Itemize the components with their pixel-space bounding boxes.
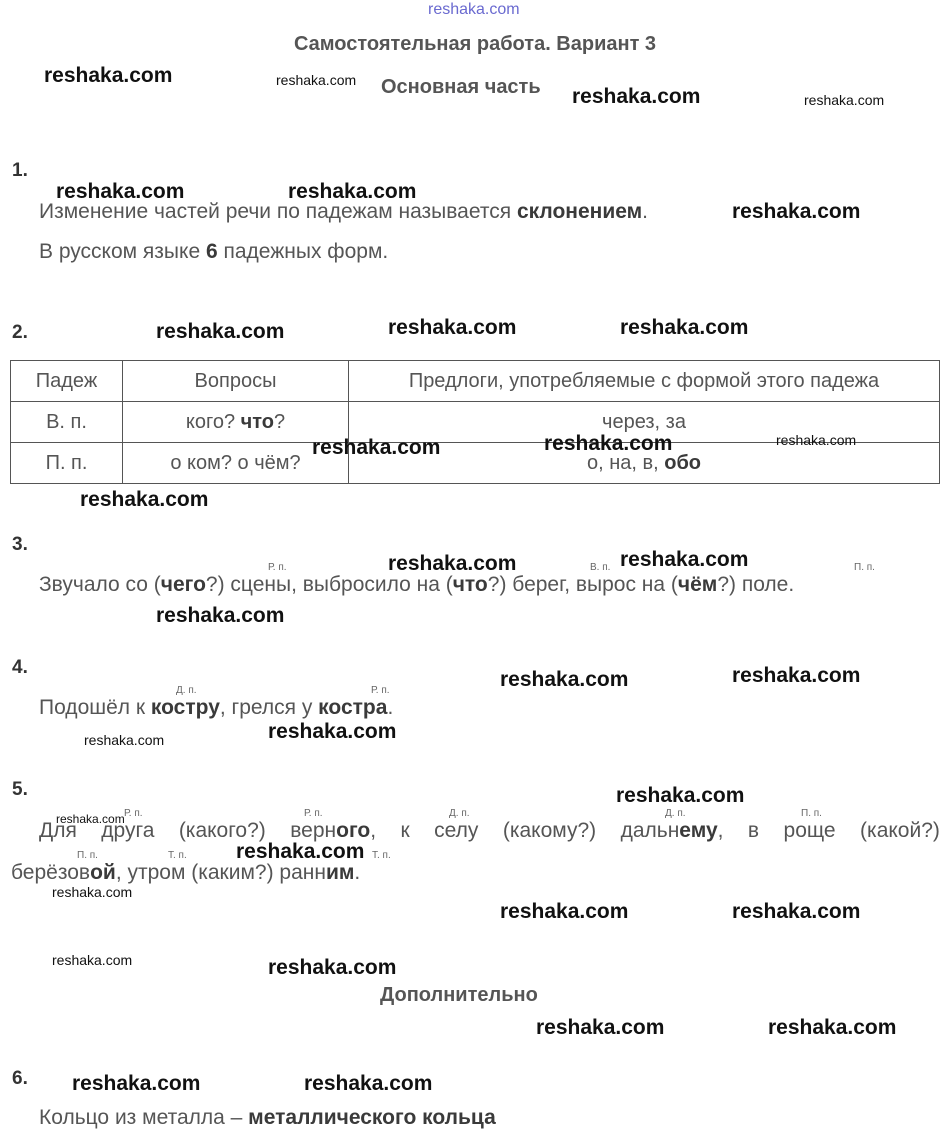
cases-table — [10, 360, 940, 484]
task5-stem: верн — [290, 819, 337, 842]
task4-text: Подошёл к — [39, 696, 151, 719]
case-label: Д. п. — [665, 808, 686, 819]
task4-text: . — [387, 696, 394, 719]
task-number-1: 1. — [12, 160, 28, 181]
task5-ending: ого — [336, 819, 371, 842]
top-watermark: reshaka.com — [428, 1, 520, 18]
case-label: Т. п. — [372, 850, 391, 861]
watermark: reshaka.com — [388, 552, 517, 575]
prep-text: о, на, в, — [586, 451, 665, 474]
task5-word: (какому?) — [502, 819, 597, 842]
prep-text: через, за — [602, 410, 686, 433]
watermark: reshaka.com — [56, 180, 185, 203]
watermark: reshaka.com — [536, 1016, 665, 1039]
case-label: Р. п. — [268, 562, 287, 573]
case-label: Р. п. — [304, 808, 323, 819]
task5-text: , утром (каким?) ранн — [115, 861, 326, 884]
watermark: reshaka.com — [776, 432, 857, 448]
watermark: reshaka.com — [80, 488, 209, 511]
task5-word: селу — [434, 819, 479, 842]
task3-text: Звучало со ( — [39, 573, 161, 596]
task5-stem: дальн — [620, 819, 680, 842]
task3-text: ?) берег, вырос на ( — [487, 573, 678, 596]
watermark: reshaka.com — [732, 200, 861, 223]
task5-word — [621, 819, 724, 843]
page-title: Самостоятельная работа. Вариант 3 — [293, 33, 657, 55]
watermark: reshaka.com — [620, 548, 749, 571]
task1-line2 — [39, 240, 388, 264]
task5-word: к — [400, 819, 410, 842]
watermark: reshaka.com — [72, 1072, 201, 1095]
task6-line — [39, 1106, 496, 1130]
watermark: reshaka.com — [288, 180, 417, 203]
table-cell-case: П. п. — [11, 443, 123, 484]
table-header-cell: Вопросы — [123, 361, 349, 402]
question-bold: что — [240, 410, 274, 433]
watermark: reshaka.com — [156, 320, 285, 343]
task3-bold: чём — [677, 573, 718, 596]
case-label: Д. п. — [449, 808, 470, 819]
watermark: reshaka.com — [56, 812, 125, 826]
table-row — [11, 443, 940, 484]
case-label: Д. п. — [176, 685, 197, 696]
task1-text-c: В русском языке — [39, 240, 206, 263]
question-text: кого? — [185, 410, 241, 433]
task5-word: (какого?) — [178, 819, 266, 842]
task3-line — [39, 573, 794, 597]
task5-punct: . — [354, 861, 361, 884]
case-label: В. п. — [590, 562, 611, 573]
task5-line1 — [39, 819, 940, 843]
task5-word: Для — [39, 819, 77, 842]
task-number-2: 2. — [12, 322, 28, 343]
task6-text: Кольцо из металла – — [39, 1106, 249, 1129]
task1-text-d: падежных форм. — [217, 240, 389, 263]
task1-bold-b: 6 — [205, 240, 218, 263]
case-label: П. п. — [801, 808, 822, 819]
watermark: reshaka.com — [388, 316, 517, 339]
prep-bold: обо — [664, 451, 702, 474]
section-extra-heading: Дополнительно — [380, 984, 538, 1006]
watermark: reshaka.com — [44, 64, 173, 87]
case-label: Т. п. — [168, 850, 187, 861]
task5-stem: берёзов — [11, 861, 91, 884]
task-number-5: 5. — [12, 779, 28, 800]
watermark: reshaka.com — [732, 664, 861, 687]
case-label: П. п. — [854, 562, 875, 573]
watermark: reshaka.com — [312, 436, 441, 459]
task4-line — [39, 696, 393, 720]
watermark: reshaka.com — [52, 884, 133, 900]
task5-ending: им — [325, 861, 355, 884]
task3-bold: чего — [160, 573, 206, 596]
task4-text: , грелся у — [219, 696, 319, 719]
watermark: reshaka.com — [236, 840, 365, 863]
task5-line2 — [11, 861, 360, 885]
task-number-3: 3. — [12, 534, 28, 555]
question-text: о ком? о чём? — [170, 451, 301, 474]
watermark: reshaka.com — [616, 784, 745, 807]
task3-text: ?) сцены, выбросило на ( — [205, 573, 453, 596]
task5-punct: , — [717, 819, 724, 842]
watermark: reshaka.com — [544, 432, 673, 455]
task1-bold-a: склонением — [516, 200, 643, 223]
table-header-row — [11, 361, 940, 402]
task5-word: роще — [783, 819, 836, 842]
watermark: reshaka.com — [276, 72, 357, 88]
watermark: reshaka.com — [268, 956, 397, 979]
task-number-4: 4. — [12, 657, 28, 678]
task4-bold: костру — [150, 696, 220, 719]
task5-ending: ему — [679, 819, 718, 842]
question-mark: ? — [274, 410, 286, 433]
task1-text-a: Изменение частей речи по падежам называется — [39, 200, 517, 223]
task5-ending: ой — [90, 861, 116, 884]
task3-text: ?) поле. — [717, 573, 795, 596]
watermark: reshaka.com — [804, 92, 885, 108]
table-cell-case: В. п. — [11, 402, 123, 443]
watermark: reshaka.com — [304, 1072, 433, 1095]
watermark: reshaka.com — [156, 604, 285, 627]
table-header-cell: Предлоги, употребляемые с формой этого падежа — [349, 361, 940, 402]
task5-punct: , — [370, 819, 377, 842]
task3-bold: что — [452, 573, 488, 596]
watermark: reshaka.com — [52, 952, 133, 968]
watermark: reshaka.com — [500, 900, 629, 923]
watermark: reshaka.com — [268, 720, 397, 743]
watermark: reshaka.com — [732, 900, 861, 923]
table-header-cell: Падеж — [11, 361, 123, 402]
watermark: reshaka.com — [572, 85, 701, 108]
watermark: reshaka.com — [500, 668, 629, 691]
section-main-heading: Основная часть — [381, 76, 541, 98]
watermark: reshaka.com — [620, 316, 749, 339]
watermark: reshaka.com — [768, 1016, 897, 1039]
task4-bold: костра — [318, 696, 388, 719]
watermark: reshaka.com — [84, 732, 165, 748]
task5-word: друга — [101, 819, 155, 842]
task-number-6: 6. — [12, 1068, 28, 1089]
task1-text-b: . — [642, 200, 649, 223]
case-label: П. п. — [77, 850, 98, 861]
task6-bold: металлического кольца — [248, 1106, 496, 1129]
task5-word: (какой?) — [860, 819, 940, 842]
case-label: Р. п. — [124, 808, 143, 819]
case-label: Р. п. — [371, 685, 390, 696]
task5-word: в — [747, 819, 760, 842]
